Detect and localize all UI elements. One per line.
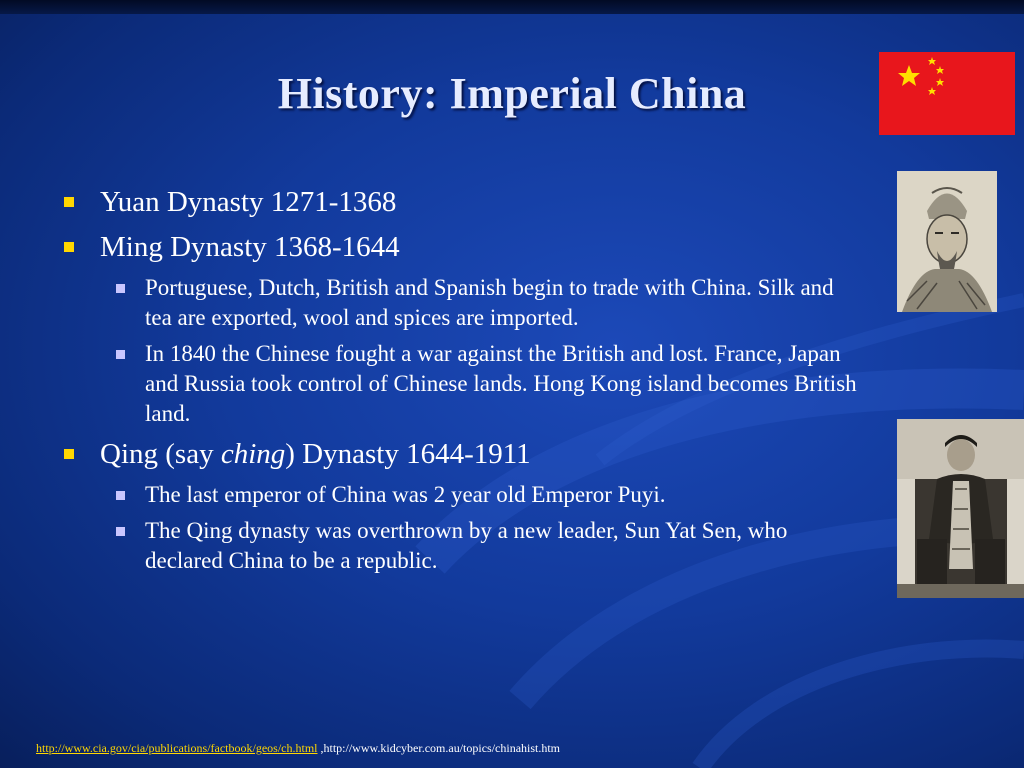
sub-bullet-text: The Qing dynasty was overthrown by a new leader, Sun Yat Sen, who declared China to be a republic.	[145, 518, 788, 573]
bullet-qing-dynasty	[62, 435, 862, 473]
cia-factbook-link[interactable]: http://www.cia.gov/cia/publications/factbook/geos/ch.html	[36, 741, 318, 755]
square-bullet-icon	[116, 527, 125, 536]
bullet-ming-dynasty	[62, 228, 862, 266]
slide-top-band	[0, 0, 1024, 14]
sub-bullet-trade	[62, 273, 862, 333]
square-bullet-icon	[116, 350, 125, 359]
square-bullet-icon	[64, 242, 74, 252]
yuan-emperor-portrait-image	[897, 171, 997, 312]
sub-bullet-war-1840	[62, 339, 862, 429]
footer-text: ,http://www.kidcyber.com.au/topics/chinahist.htm	[317, 741, 561, 755]
square-bullet-icon	[64, 449, 74, 459]
sub-bullet-text: The last emperor of China was 2 year old Emperor Puyi.	[145, 482, 666, 507]
china-flag-image	[879, 52, 1015, 135]
bullet-yuan-dynasty	[62, 183, 862, 221]
bullet-text-italic: ching	[220, 438, 286, 470]
star-icon	[879, 52, 1015, 135]
bullet-text: Ming Dynasty 1368-1644	[100, 231, 400, 263]
sub-bullet-puyi	[62, 480, 862, 510]
slide-title: History: Imperial China	[277, 69, 747, 118]
qing-emperor-photo-image	[897, 419, 1024, 598]
bullet-text: Yuan Dynasty 1271-1368	[100, 186, 397, 218]
bullet-text-suffix: ) Dynasty 1644-1911	[285, 438, 531, 470]
bullet-text-prefix: Qing (say	[100, 438, 221, 470]
sub-bullet-text: Portuguese, Dutch, British and Spanish begin to trade with China. Silk and tea are exported, wool and spices are imported.	[145, 275, 834, 330]
square-bullet-icon	[64, 197, 74, 207]
square-bullet-icon	[116, 284, 125, 293]
source-footer	[36, 741, 560, 756]
bullet-list	[62, 183, 862, 582]
square-bullet-icon	[116, 491, 125, 500]
sub-bullet-text: In 1840 the Chinese fought a war against the British and lost. France, Japan and Russia took control of Chinese lands. Hong Kong island becomes British land.	[145, 341, 857, 426]
sub-bullet-sun-yat-sen	[62, 516, 862, 576]
